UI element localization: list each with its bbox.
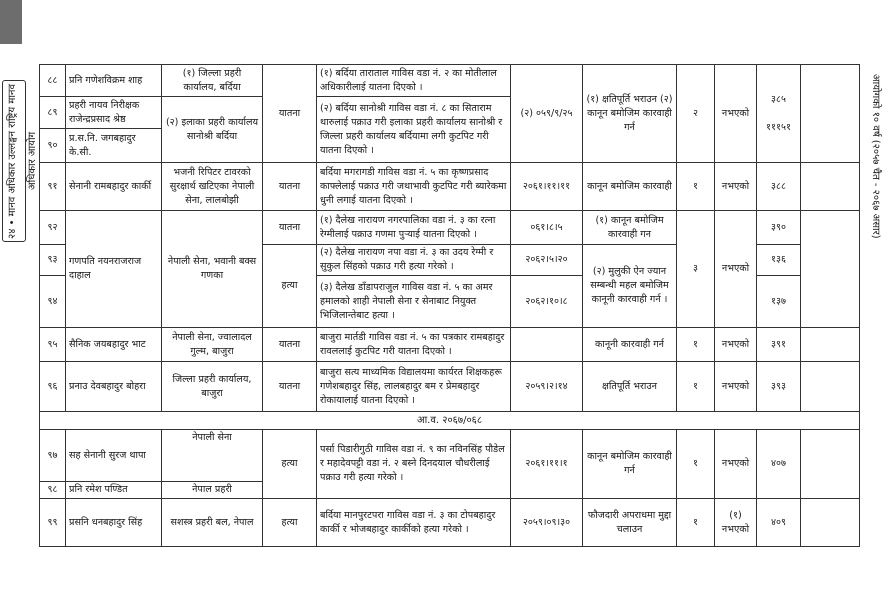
perpetrator-cell: सह सेनानी सुरज थापा [66,430,162,482]
serial-cell: ९८ [40,482,66,499]
perpetrator-cell: प्रनाउ देवबहादुर बोहरा [66,362,162,412]
cases-table [39,64,860,547]
table-row [40,499,860,547]
incident-cell: (३) दैलेख डाँडापराजुल गाविस वडा नं. ५ का अमर हमालको शाही नेपाली सेना र सेनाबाट नियुक्त भिजिलान्तेबाट हत्या । [317,276,511,328]
date-cell: २०६२।५।२० [511,245,583,276]
date-cell: २०६१।११।१ [511,430,583,499]
table-row [40,163,860,211]
file-number-cell: ४०७ [757,430,801,499]
office-cell: नेपाली सेना, ज्वालादल गुल्म, बाजुरा [162,328,263,362]
perpetrator-cell: प्रनि गणेशविक्रम शाह [66,65,162,97]
serial-cell: ९२ [40,211,66,245]
serial-cell: ९० [40,129,66,163]
status-cell: नभएको [715,211,757,328]
file-number-cell: ४०९ [757,499,801,547]
incident-cell: (२) बर्दिया सानोश्री गाविस वडा नं. ८ का सिताराम थारुलाई पक्राउ गरी इलाका प्रहरी कार्यालय सानोश्री र जिल्ला प्रहरी कार्यालय बर्दियामा लगी कुटपिट गरी यातना दिएको । [317,97,511,163]
serial-cell: ८८ [40,65,66,97]
office-cell: जिल्ला प्रहरी कार्यालय, बाजुरा [162,362,263,412]
file-number-1: ३८५ [771,93,786,105]
incident-cell: (१) दैलेख नारायण नगरपालिका वडा नं. ३ का रत्ना रेग्मीलाई पक्राउ गणमा पुऱ्याई यातना दिएको । [317,211,511,245]
file-number-cell [757,65,801,163]
incident-cell: बाजुरा सत्य माध्यमिक विद्यालयमा कार्यरत शिक्षकहरू गणेशबहादुर सिंह, लालबहादुर बम र प्रेमबहादुर रोकायालाई यातना दिएको । [317,362,511,412]
office-cell: नेपाल प्रहरी [162,482,263,499]
serial-cell: ९९ [40,499,66,547]
file-number-cell: १३६ [757,245,801,276]
date-cell: (२) ०५९/९/२५ [511,65,583,163]
date-cell: २०६१।११।११ [511,163,583,211]
serial-cell: ९३ [40,245,66,276]
decision-cell: कानूनी कारवाही गर्न [583,328,677,362]
serial-cell: ८९ [40,97,66,129]
remarks-cell [801,163,860,211]
violation-type-cell: यातना [263,163,317,211]
incident-cell: (१) बर्दिया ताराताल गाविस वडा नं. २ का मोतीलाल अधिकारीलाई यातना दिएको । [317,65,511,97]
count-cell: १ [677,362,715,412]
count-cell: ३ [677,211,715,328]
perpetrator-cell: सैनिक जयबहादुर भाट [66,328,162,362]
status-number: (१) [729,509,742,521]
incident-cell: बर्दिया मानपुरटपरा गाविस वडा नं. ३ का टोपबहादुर कार्की र भोजबहादुर कार्कीको हत्या गरेको । [317,499,511,547]
incident-cell: बर्दिया मगरागडी गाविस वडा नं. ५ का कृष्णप्रसाद काफ्लेलाई पक्राउ गरी जथाभावी कुटपिट गरी ब्यारेकमा धुनी लगाई यातना दिएको । [317,163,511,211]
file-number-2: १११५१ [766,121,791,133]
running-header-left: २४ • मानव अधिकार उल्लङ्घन राष्ट्रिय मानव अधिकार आयोग [2,80,26,242]
decision-cell: कानून बमोजिम कारवाही [583,163,677,211]
file-number-cell: ३९० [757,211,801,245]
perpetrator-cell: प्र.स.नि. जगबहादुर के.सी. [66,129,162,163]
decision-cell: क्षतिपूर्ति भराउन [583,362,677,412]
date-cell: २०६२।१०।८ [511,276,583,328]
office-cell: नेपाली सेना [162,430,263,482]
remarks-cell [801,499,860,547]
running-header-right: आयोगको १० वर्ष (२०५७ चैत - २०६७ असार) [870,74,881,239]
count-cell: १ [677,328,715,362]
office-cell: नेपाली सेना, भवानी बक्स गणका [162,211,263,328]
serial-cell: ९५ [40,328,66,362]
office-cell: भजनी रिपिटर टावरको सुरक्षार्थ खटिएका नेपाली सेना, लालबोझी [162,163,263,211]
violation-type-cell: हत्या [263,499,317,547]
table-row [40,211,860,245]
decision-cell: (१) कानून बमोजिम कारवाही गन [583,211,677,245]
table-row [40,412,860,430]
table-row [40,328,860,362]
violation-type-cell: यातना [263,211,317,245]
table-row [40,65,860,97]
perpetrator-cell: प्रनि रमेश पण्डित [66,482,162,499]
fiscal-year-heading: आ.व. २०६७/०६८ [40,412,860,430]
perpetrator-cell: गणपति नयनराजराज दाहाल [66,211,162,328]
count-cell: १ [677,163,715,211]
office-cell: सशस्त्र प्रहरी बल, नेपाल [162,499,263,547]
incident-cell: बाजुरा मार्तडी गाविस वडा नं. ५ का पत्रकार रामबहादुर रावललाई कुटपिट गरी यातना दिएको । [317,328,511,362]
remarks-cell [801,362,860,412]
violation-type-cell: यातना [263,362,317,412]
status-text: नभएको [721,523,750,535]
status-cell: नभएको [715,65,757,163]
remarks-cell [801,430,860,499]
remarks-cell [801,211,860,328]
file-number-cell: ३८८ [757,163,801,211]
remarks-cell [801,328,860,362]
count-cell: २ [677,65,715,163]
decision-cell: (१) क्षतिपूर्ति भराउन (२) कानून बमोजिम कारवाही गर्न [583,65,677,163]
date-cell: २०५९।२।१४ [511,362,583,412]
table-row [40,362,860,412]
remarks-cell [801,65,860,163]
file-number-cell: १३७ [757,276,801,328]
decision-cell: कानून बमोजिम कारवाही गर्न [583,430,677,499]
perpetrator-cell: सेनानी रामबहादुर कार्की [66,163,162,211]
date-cell: २०५९।०९।३० [511,499,583,547]
status-cell: नभएको [715,430,757,499]
violation-type-cell: यातना [263,65,317,163]
count-cell: १ [677,499,715,547]
violation-type-cell: हत्या [263,430,317,499]
status-cell: नभएको [715,362,757,412]
decision-cell: फौजदारी अपराधमा मुद्दा चलाउन [583,499,677,547]
status-cell: नभएको [715,328,757,362]
violation-type-cell: यातना [263,328,317,362]
page-edge-tab [0,0,22,44]
violation-type-cell: हत्या [263,245,317,328]
count-cell: १ [677,430,715,499]
status-cell: नभएको [715,163,757,211]
table-row [40,430,860,482]
incident-cell: पर्सा पिडारीगुठी गाविस वडा नं. ९ का नविनसिंह पौडेल र महादेवपट्टी वडा नं. २ बस्ने दिनदयाल चौधरीलाई पक्राउ गरी हत्या गरेको । [317,430,511,499]
incident-cell: (२) दैलेख नारायण नपा वडा नं. ३ का उदय रेग्मी र सुकुल सिंहको पक्राउ गरी हत्या गरेको । [317,245,511,276]
serial-cell: ९४ [40,276,66,328]
office-cell: (१) जिल्ला प्रहरी कार्यालय, बर्दिया [162,65,263,97]
decision-cell: (२) मुलुकी ऐन ज्यान सम्बन्धी महल बमोजिम कानूनी कारवाही गर्न । [583,245,677,328]
status-cell [715,499,757,547]
file-number-cell: ३९३ [757,362,801,412]
serial-cell: ९१ [40,163,66,211]
serial-cell: ९६ [40,362,66,412]
file-number-cell: ३९१ [757,328,801,362]
perpetrator-cell: प्रहरी नायव निरीक्षक राजेन्द्रप्रसाद श्रेष्ठ [66,97,162,129]
date-cell [511,328,583,362]
serial-cell: ९७ [40,430,66,482]
office-cell: (२) इलाका प्रहरी कार्यालय सानोश्री बर्दिया [162,97,263,163]
perpetrator-cell: प्रसनि धनबहादुर सिंह [66,499,162,547]
date-cell: ०६१।८।५ [511,211,583,245]
